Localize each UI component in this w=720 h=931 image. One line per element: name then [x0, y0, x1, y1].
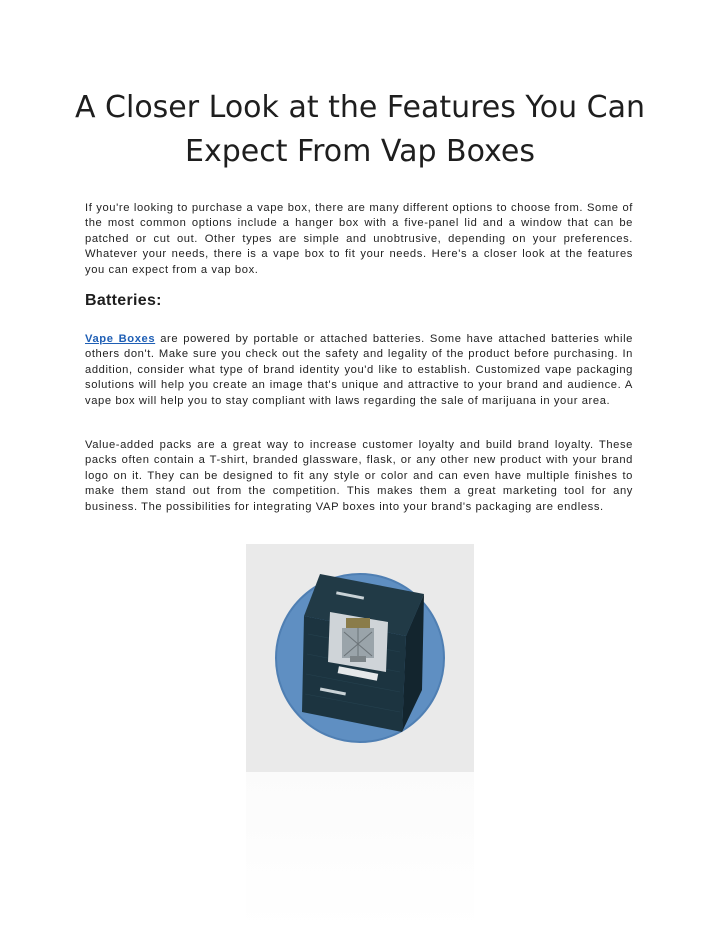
- batteries-paragraph: [85, 332, 633, 409]
- value-added-paragraph: Value-added packs are a great way to increase customer loyalty and build brand loyalty. These packs often contain a T-shirt, branded glassware, flask, or any other new product with your brand logo on it. They can be designed to fit any style or color and can even have multiple finishes to make them stand out from the competition. This makes them a great marketing tool for any business. The possibilities for integrating VAP boxes into your brand's packaging are endless.: [85, 439, 633, 513]
- section-heading: Batteries:: [85, 292, 162, 309]
- vape-box-illustration: [246, 544, 474, 772]
- intro-paragraph: If you're looking to purchase a vape box, there are many different options to choose from. Some of the most common options include a hanger box with a five-panel lid and a window that can be patched or cut out. Other types are simple and unobtrusive, depending on your preferences. Whatever your needs, there is a vape box to fit your needs. Here's a closer look at the features you can expect from a vap box.: [85, 202, 633, 276]
- batteries-paragraph-text: are powered by portable or attached batteries. Some have attached batteries while others don't. Make sure you check out the safety and legality of the product before purchasing. In addition, consider what type of brand identity you'd like to establish. Customized vape packaging solutions will help you create an image that's unique and attractive to your brand and audience. A vape box will help you to stay compliant with laws regarding the sale of marijuana in your area.: [85, 333, 633, 407]
- vape-boxes-link[interactable]: Vape Boxes: [85, 333, 156, 345]
- page-title: A Closer Look at the Features You Can Expect From Vap Boxes: [74, 90, 646, 169]
- product-image: [246, 544, 474, 772]
- image-lower-area: [246, 772, 474, 931]
